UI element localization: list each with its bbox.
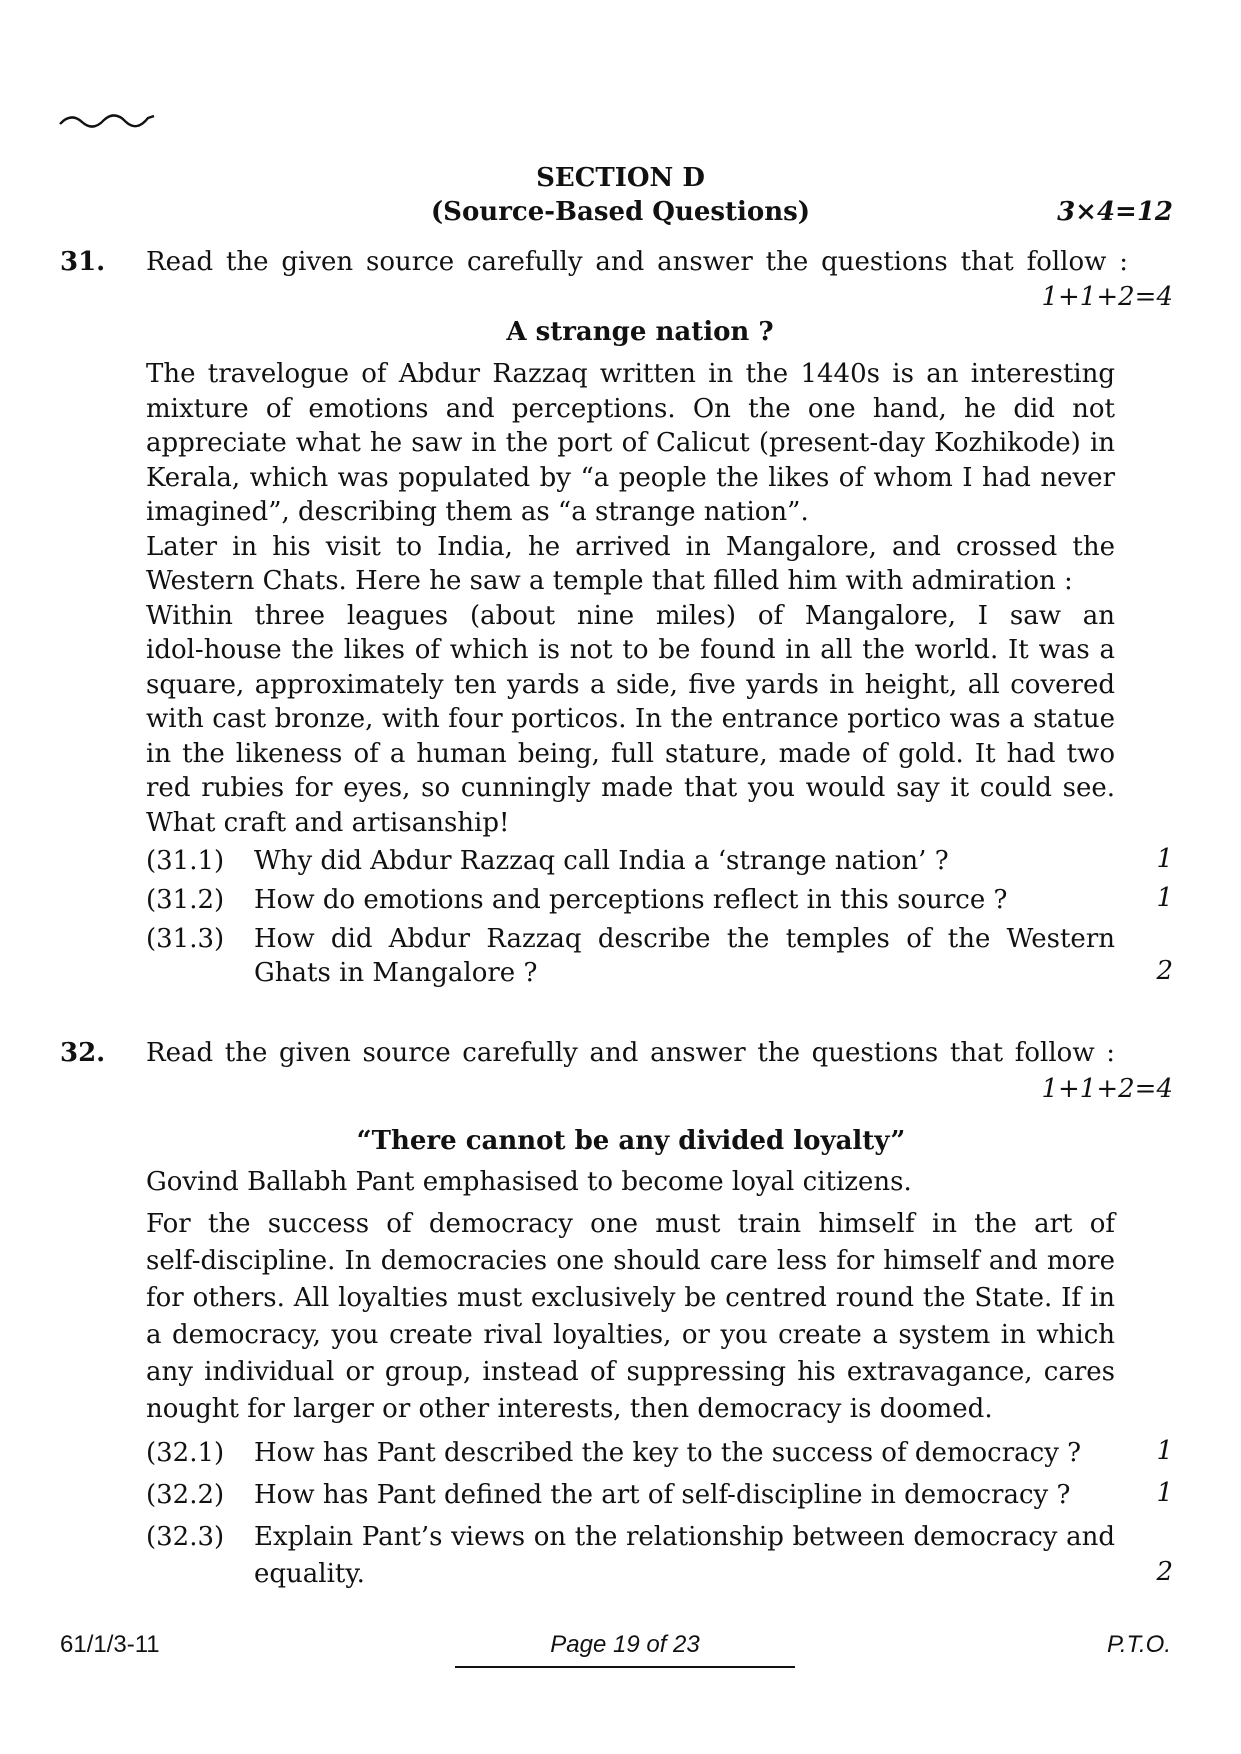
source-intro-32: Govind Ballabh Pant emphasised to become loyal citizens. xyxy=(146,1167,912,1197)
subquestion-number: (32.2) xyxy=(146,1480,225,1510)
question-32-marks: 1+1+2=4 xyxy=(1041,1074,1173,1104)
source-line: self-discipline. In democracies one should care less for himself and more xyxy=(146,1246,1115,1276)
subquestion-number: (31.1) xyxy=(146,846,225,876)
source-line: red rubies for eyes, so cunningly made that you would say it could see. xyxy=(146,773,1115,803)
source-title-31: A strange nation ? xyxy=(506,317,774,347)
question-32-instruction: Read the given source carefully and answer the questions that follow : xyxy=(146,1038,1115,1068)
source-line: a democracy, you create rival loyalties, or you create a system in which xyxy=(146,1320,1115,1350)
source-line: idol-house the likes of which is not to be found in all the world. It was a xyxy=(146,635,1115,665)
section-subtitle: (Source-Based Questions) xyxy=(430,197,811,227)
question-31-marks: 1+1+2=4 xyxy=(1041,282,1173,312)
page-number: Page 19 of 23 xyxy=(550,1631,700,1658)
section-marks: 3×4=12 xyxy=(1057,197,1173,227)
question-31-instruction: Read the given source carefully and answer the questions that follow : xyxy=(146,247,1128,277)
source-title-32: “There cannot be any divided loyalty” xyxy=(356,1126,906,1156)
source-line: for others. All loyalties must exclusively be centred round the State. If in xyxy=(146,1283,1115,1313)
source-text-31 xyxy=(146,357,1115,840)
source-line: appreciate what he saw in the port of Calicut (present-day Kozhikode) in xyxy=(146,428,1115,458)
source-text-32 xyxy=(146,1206,1115,1428)
subquestion-mark: 1 xyxy=(1156,1478,1173,1508)
source-line: Later in his visit to India, he arrived in Mangalore, and crossed the xyxy=(146,531,1115,562)
subquestion-number: (31.2) xyxy=(146,885,225,915)
pto-label: P.T.O. xyxy=(1106,1631,1171,1658)
source-line: mixture of emotions and perceptions. On the one hand, he did not xyxy=(146,393,1115,424)
subquestion-text: How did Abdur Razzaq describe the temples of the Western xyxy=(254,924,1115,954)
subquestion-text: Why did Abdur Razzaq call India a ‘strange nation’ ? xyxy=(254,846,949,876)
tilde-mark xyxy=(58,108,158,138)
subquestion-mark: 2 xyxy=(1156,1557,1173,1587)
subquestion-mark: 2 xyxy=(1156,956,1173,986)
question-number-31: 31. xyxy=(60,247,106,277)
subquestion-number: (31.3) xyxy=(146,924,225,954)
subquestion-mark: 1 xyxy=(1156,883,1173,913)
source-line: square, approximately ten yards a side, five yards in height, all covered xyxy=(146,669,1115,700)
subquestion-text-continued: Ghats in Mangalore ? xyxy=(254,958,538,988)
source-line: What craft and artisanship! xyxy=(146,807,510,838)
source-line: imagined”, describing them as “a strange nation”. xyxy=(146,497,809,527)
page-number-underline xyxy=(455,1666,795,1668)
source-line: with cast bronze, with four porticos. In the entrance portico was a statue xyxy=(146,704,1115,734)
paper-code: 61/1/3-11 xyxy=(60,1631,160,1658)
subquestion-text: How has Pant defined the art of self-discipline in democracy ? xyxy=(254,1480,1071,1510)
subquestion-text-continued: equality. xyxy=(254,1559,365,1589)
question-number-32: 32. xyxy=(60,1038,106,1068)
source-line: nought for larger or other interests, then democracy is doomed. xyxy=(146,1394,993,1424)
source-line: Within three leagues (about nine miles) of Mangalore, I saw an xyxy=(146,600,1115,631)
subquestion-text: How has Pant described the key to the success of democracy ? xyxy=(254,1438,1082,1468)
source-line: in the likeness of a human being, full stature, made of gold. It had two xyxy=(146,738,1115,769)
section-title: SECTION D xyxy=(536,163,705,193)
source-line: Kerala, which was populated by “a people the likes of whom I had never xyxy=(146,462,1115,493)
subquestion-mark: 1 xyxy=(1156,844,1173,874)
subquestion-number: (32.3) xyxy=(146,1522,225,1552)
subquestion-number: (32.1) xyxy=(146,1438,225,1468)
subquestion-text: How do emotions and perceptions reflect in this source ? xyxy=(254,885,1008,915)
subquestion-text: Explain Pant’s views on the relationship between democracy and xyxy=(254,1522,1115,1552)
source-line: For the success of democracy one must train himself in the art of xyxy=(146,1209,1115,1239)
subquestion-mark: 1 xyxy=(1156,1436,1173,1466)
source-line: Western Chats. Here he saw a temple that filled him with admiration : xyxy=(146,566,1073,596)
source-line: The travelogue of Abdur Razzaq written in the 1440s is an interesting xyxy=(146,359,1115,389)
source-line: any individual or group, instead of suppressing his extravagance, cares xyxy=(146,1357,1115,1387)
